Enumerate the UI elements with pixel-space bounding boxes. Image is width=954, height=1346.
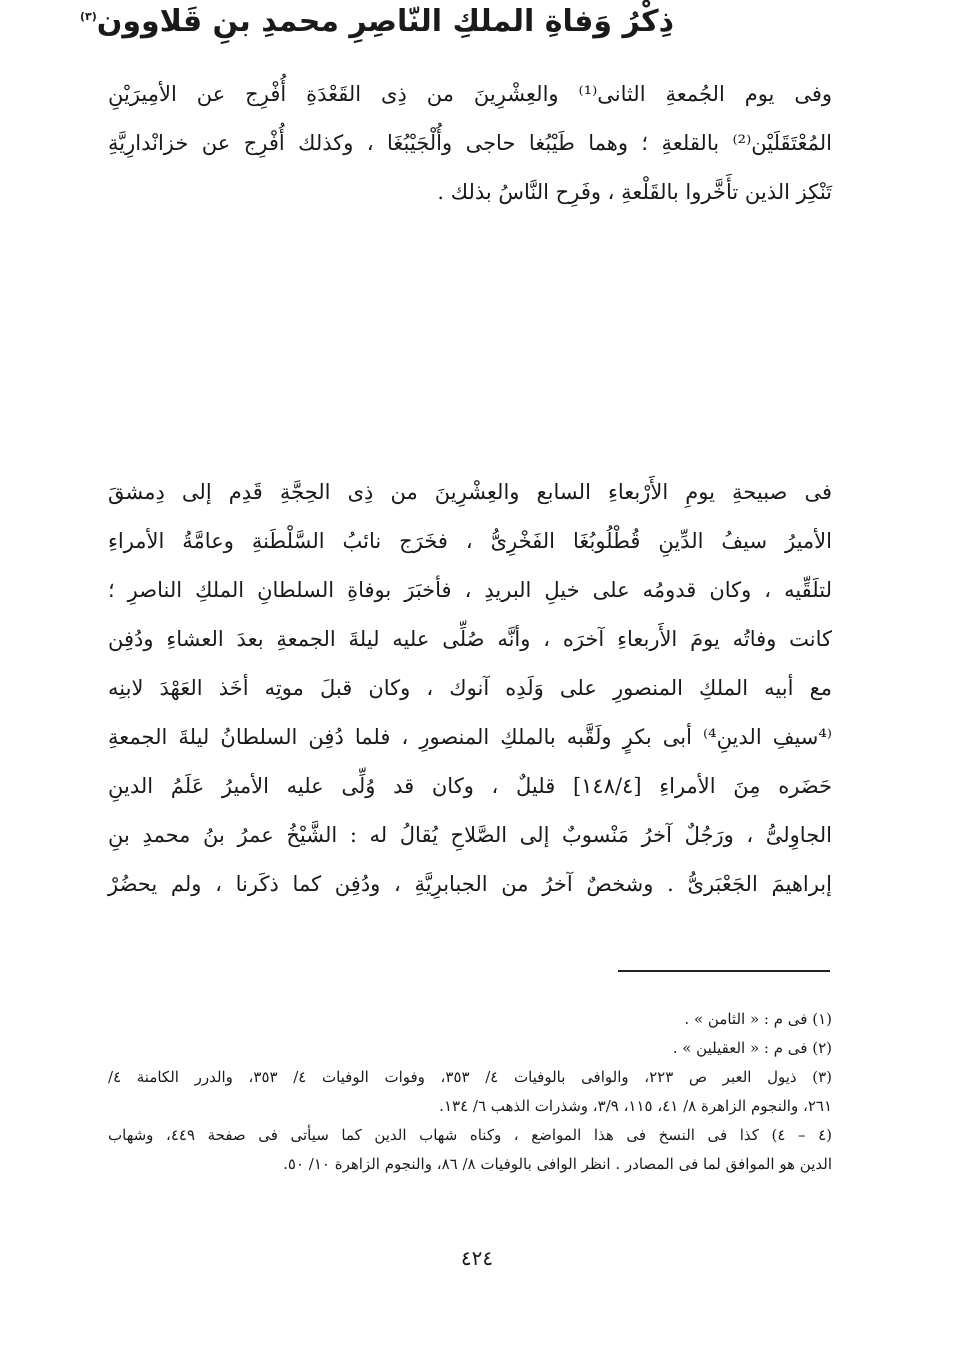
- footnote-line: الدين هو الموافق لما فى المصادر . انظر الوافى بالوفيات ٨/ ٨٦، والنجوم الزاهرة ١٠/ ٥٠.: [283, 1155, 832, 1173]
- page-number: ٤٢٤: [460, 1246, 494, 1270]
- body-line: فى صبيحةِ يومِ الأَرْبعاءِ السابع والعِشْرِينَ من ذِى الحِجَّةِ قَدِم إلى دِمشقَ: [108, 480, 832, 504]
- body-line: مع أبيه الملكِ المنصورِ على وَلَدِه آنوك ، وكان قبلَ موتِه أخَذ العَهْدَ لابنِه: [108, 676, 832, 700]
- footnote-line: ٢٦١، والنجوم الزاهرة ٨/ ٤١، ١١٥، ٣/٩، وشذرات الذهب ٦/ ١٣٤.: [439, 1097, 832, 1115]
- intro-line: تَنْكِز الذين تأَخَّروا بالقَلْعةِ ، وفَرِح النَّاسُ بذلك .: [437, 180, 832, 204]
- body-line: ⁽⁴سيفِ الدينِ⁴⁾ أبى بكرٍ ولَقَّبه بالملكِ المنصورِ ، فلما دُفِن السلطانُ ليلةَ الجمعةِ: [108, 725, 832, 749]
- footnote-line: (١) فى م : « الثامن » .: [684, 1010, 832, 1028]
- section-heading-text: ذِكْرُ وَفاةِ الملكِ النّاصِرِ محمدِ بنِ قَلاوون: [96, 4, 674, 39]
- body-line: الأميرُ سيفُ الدِّينِ قُطْلُوبُغَا الفَخْرِىُّ ، فخَرَج نائبُ السَّلْطَنةِ وعامَّةُ الأمراءِ: [108, 529, 832, 553]
- body-paragraph: [108, 468, 832, 909]
- body-line: لتلَقِّيه ، وكان قدومُه على خيلِ البريدِ ، فأخبَرَ بوفاةِ السلطانِ الملكِ الناصرِ ؛: [108, 578, 832, 602]
- intro-paragraph: [108, 70, 832, 217]
- footnote-divider: [618, 970, 830, 972]
- body-line: الجاوِلىُّ ، ورَجُلٌ آخرُ مَنْسوبٌ إلى الصَّلاحِ يُقالُ له : الشَّيْخُ عمرُ بنُ محمدِ بنِ: [108, 823, 832, 847]
- intro-line: المُعْتَقَلَيْن⁽²⁾ بالقلعةِ ؛ وهما طَيْبُغا حاجى وأُلْجَيْبُغَا ، وكذلك أُفْرِج عن خزانْدارِيَّةِ: [108, 131, 832, 155]
- section-heading: [0, 0, 754, 44]
- intro-line: وفى يوم الجُمعةِ الثانى⁽¹⁾ والعِشْرِينَ من ذِى القَعْدَةِ أُفْرِج عن الأمِيرَيْنِ: [108, 82, 832, 106]
- body-line: حَضَره مِنَ الأمراءِ [١٤٨/٤] قليلٌ ، وكان قد وُلِّى عليه الأميرُ عَلَمُ الدينِ: [108, 774, 832, 798]
- footnote-line: (٢) فى م : « العقيلين » .: [672, 1039, 832, 1057]
- heading-footnote-mark: (٣): [80, 10, 97, 23]
- footnote-line: (٣) ذيول العبر ص ٢٢٣، والوافى بالوفيات ٤/ ٣٥٣، وفوات الوفيات ٤/ ٣٥٣، والدرر الكامنة ٤/: [108, 1068, 832, 1086]
- body-line: إبراهيمَ الجَعْبَرىُّ . وشخصٌ آخرُ من الجبابرِيَّةِ ، ودُفِن كما ذكَرنا ، ولم يحضُرْ: [108, 872, 832, 896]
- footnotes: [108, 1005, 832, 1179]
- body-line: كانت وفاتُه يومَ الأَربعاءِ آخرَه ، وأنَّه صُلِّى عليه ليلةَ الجمعةِ بعدَ العشاءِ ودُفِن: [108, 627, 832, 651]
- footnote-line: (٤ – ٤) كذا فى النسخ فى هذا المواضع ، وكناه شهاب الدين كما سيأتى فى صفحة ٤٤٩، وشهاب: [108, 1126, 832, 1144]
